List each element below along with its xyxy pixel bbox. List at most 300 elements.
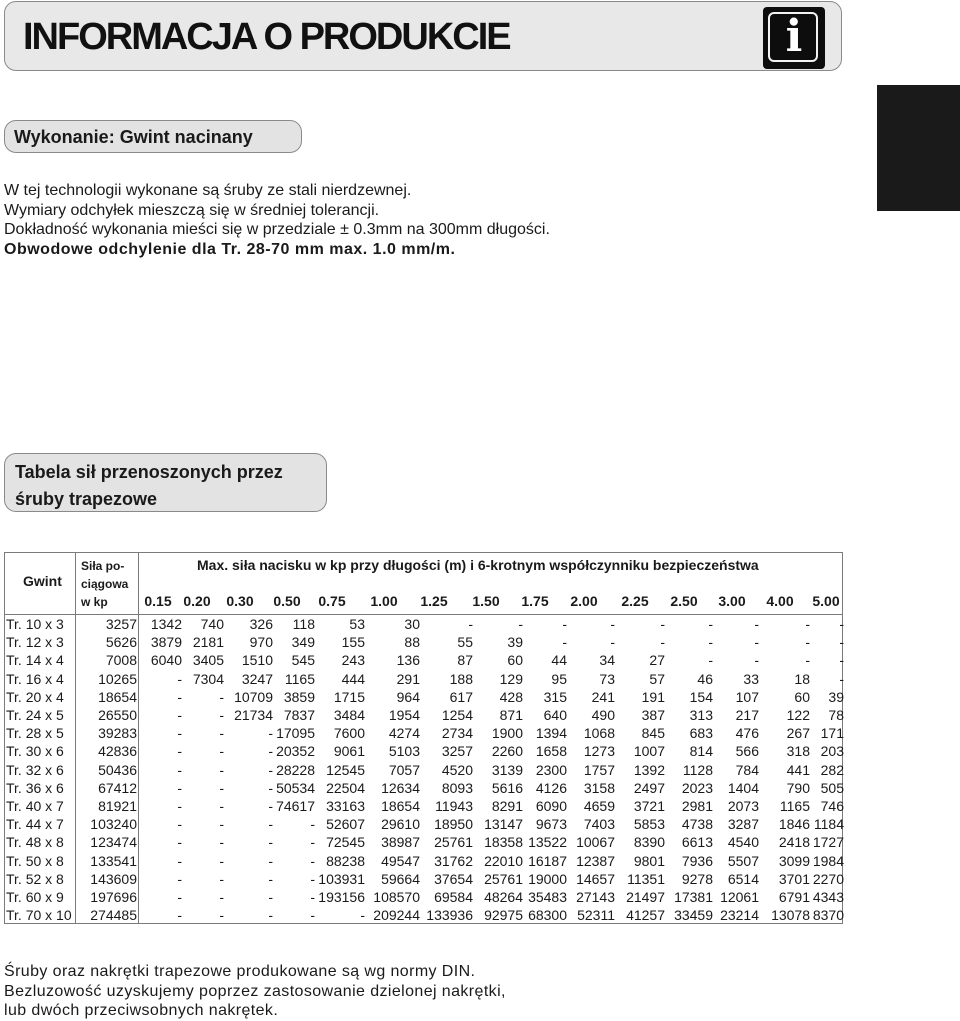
intro-text [4, 181, 550, 259]
max-force-value: - [219, 798, 224, 814]
tensile-force-value: 3257 [105, 616, 137, 632]
max-force-value: 10067 [576, 834, 615, 851]
max-force-value: 784 [735, 761, 759, 778]
max-force-value: 1392 [633, 761, 665, 778]
max-force-value: 7057 [388, 761, 420, 778]
tensile-force-value: 123474 [90, 834, 137, 851]
force-table [4, 552, 843, 924]
max-force-value: 35483 [528, 889, 567, 905]
max-force-value: 566 [735, 743, 759, 760]
max-force-value: - [562, 634, 567, 651]
max-force-value: 92975 [484, 907, 523, 924]
max-force-value: 88238 [326, 852, 365, 869]
max-force-value: 1510 [241, 652, 273, 669]
thread-size: Tr. 32 x 6 [6, 761, 64, 778]
table-row [5, 798, 842, 816]
max-force-value: 1007 [633, 743, 665, 760]
column-header-length: 0.15 [144, 593, 172, 609]
table-row [5, 634, 842, 652]
max-force-value: 203 [820, 743, 844, 760]
max-force-value: 3158 [583, 779, 615, 796]
max-force-value: 52607 [326, 816, 365, 833]
max-force-value: 6613 [681, 834, 713, 851]
table-row [5, 871, 842, 889]
section-heading-line: Tabela sił przenoszonych przez [15, 462, 283, 482]
max-force-value: 41257 [626, 907, 665, 924]
max-force-value: - [219, 761, 224, 778]
max-force-value: - [310, 907, 315, 924]
max-force-value: 5103 [388, 743, 420, 760]
max-force-value: - [177, 907, 182, 924]
max-force-value: - [268, 889, 273, 905]
column-header-length: 2.00 [570, 593, 598, 609]
max-force-value: - [754, 634, 759, 651]
table-row [5, 889, 842, 907]
max-force-value: 1342 [150, 616, 182, 632]
column-header-tensile-force [81, 557, 128, 611]
tensile-force-value: 5626 [105, 634, 137, 651]
table-row [5, 816, 842, 834]
max-force-value: 349 [291, 634, 315, 651]
max-force-value: - [268, 834, 273, 851]
max-force-value: 740 [200, 616, 224, 632]
max-force-value: - [468, 616, 473, 632]
max-force-value: 107 [735, 688, 759, 705]
max-force-value: 2270 [812, 870, 844, 887]
max-force-value: 78 [828, 707, 844, 723]
thread-size: Tr. 60 x 9 [6, 889, 64, 905]
max-force-value: - [268, 761, 273, 778]
tensile-force-value: 103240 [90, 816, 137, 833]
max-force-value: - [268, 907, 273, 924]
max-force-value: - [177, 779, 182, 796]
max-force-value: 7304 [192, 670, 224, 687]
max-force-value: - [268, 852, 273, 869]
side-tab-marker [877, 85, 960, 211]
max-force-value: 217 [735, 707, 759, 723]
max-force-value: 49547 [381, 852, 420, 869]
intro-line: W tej technologii wykonane są śruby ze stali nierdzewnej. [4, 182, 412, 199]
max-force-value: - [805, 616, 810, 632]
max-force-value: 2300 [535, 761, 567, 778]
intro-line: Wymiary odchyłek mieszczą się w średniej tolerancji. [4, 201, 380, 219]
max-force-value: 243 [341, 652, 365, 669]
max-force-value: 34 [599, 652, 615, 669]
column-header-length: 1.25 [420, 593, 448, 609]
max-force-value: - [708, 652, 713, 669]
footer-notes [4, 962, 506, 1021]
max-force-value: 241 [591, 688, 615, 705]
max-force-value: - [660, 616, 665, 632]
table-header-separator [5, 614, 842, 615]
max-force-value: 1254 [441, 707, 473, 723]
max-force-value: - [219, 725, 224, 742]
max-force-value: - [219, 889, 224, 905]
max-force-value: - [310, 834, 315, 851]
max-force-value: 1954 [388, 707, 420, 723]
max-force-value: 55 [457, 634, 473, 651]
max-force-value: 155 [341, 634, 365, 651]
thread-size: Tr. 28 x 5 [6, 725, 64, 742]
max-force-value: 193156 [318, 889, 365, 905]
tensile-force-value: 133541 [90, 852, 137, 869]
max-force-value: 970 [249, 634, 273, 651]
max-force-value: 1658 [535, 743, 567, 760]
max-force-value: 136 [396, 652, 420, 669]
max-force-value: - [360, 907, 365, 924]
max-force-value: 10709 [234, 688, 273, 705]
thread-size: Tr. 14 x 4 [6, 652, 64, 669]
max-force-value: - [219, 852, 224, 869]
max-force-value: 3287 [727, 816, 759, 833]
tensile-force-value: 39283 [98, 725, 137, 742]
max-force-value: 8370 [812, 907, 844, 924]
max-force-value: 7936 [681, 852, 713, 869]
max-force-value: 87 [457, 652, 473, 669]
column-header-length: 0.30 [226, 593, 254, 609]
max-force-value: 282 [820, 761, 844, 778]
max-force-value: 31762 [434, 852, 473, 869]
max-force-value: 60 [794, 688, 810, 705]
max-force-value: 52311 [577, 907, 615, 924]
max-force-value: 444 [341, 670, 365, 687]
max-force-value: 267 [786, 725, 810, 742]
max-force-value: 318 [786, 743, 810, 760]
max-force-value: - [177, 889, 182, 905]
max-force-value: 11351 [627, 870, 665, 887]
max-force-value: - [268, 779, 273, 796]
max-force-value: 845 [641, 725, 665, 742]
table-row [5, 834, 842, 852]
thread-size: Tr. 70 x 10 [6, 907, 72, 924]
max-force-value: 1068 [583, 725, 615, 742]
max-force-value: 1165 [284, 670, 315, 687]
max-force-value: 19000 [528, 870, 567, 887]
max-force-value: 48264 [484, 889, 523, 905]
footer-line: Śruby oraz nakrętki trapezowe produkowane są wg normy DIN. [4, 963, 476, 980]
max-force-value: 6040 [150, 652, 182, 669]
max-force-value: 4540 [727, 834, 759, 851]
thread-size: Tr. 20 x 4 [6, 688, 64, 705]
max-force-value: 13522 [528, 834, 567, 851]
max-force-value: 2073 [727, 798, 759, 814]
max-force-value: 2497 [633, 779, 665, 796]
max-force-value: 73 [599, 670, 615, 687]
tensile-force-value: 26550 [98, 707, 137, 723]
table-row [5, 762, 842, 780]
max-force-value: 108570 [373, 889, 420, 905]
column-header-length: 4.00 [766, 593, 794, 609]
max-force-value: 6791 [778, 889, 810, 905]
thread-size: Tr. 48 x 8 [6, 834, 64, 851]
thread-size: Tr. 30 x 6 [6, 743, 64, 760]
info-icon [763, 7, 825, 69]
max-force-value: 30 [404, 616, 420, 632]
max-force-value: 1394 [535, 725, 567, 742]
max-force-value: 4738 [681, 816, 713, 833]
max-force-value: 25761 [434, 834, 473, 851]
max-force-value: 3701 [778, 870, 810, 887]
table-row [5, 652, 842, 670]
table-row [5, 616, 842, 634]
max-force-value: 12387 [576, 852, 615, 869]
max-force-value: 188 [449, 670, 473, 687]
max-force-value: 9061 [333, 743, 365, 760]
column-header-length: 2.25 [621, 593, 649, 609]
max-force-value: 2418 [778, 834, 810, 851]
max-force-value: 59664 [381, 870, 420, 887]
max-force-value: 11943 [435, 798, 473, 814]
max-force-value: 154 [689, 688, 713, 705]
table-row [5, 671, 842, 689]
max-force-value: 3484 [333, 707, 365, 723]
max-force-value: - [268, 743, 273, 760]
column-header-length: 5.00 [812, 593, 840, 609]
max-force-value: - [177, 870, 182, 887]
max-force-value: 2734 [441, 725, 473, 742]
footer-line: lub dwóch przeciwsobnych nakrętek. [4, 1002, 279, 1019]
thread-size: Tr. 52 x 8 [6, 870, 64, 887]
max-force-value: 1184 [813, 816, 844, 833]
max-force-value: 3405 [192, 652, 224, 669]
max-force-value: 746 [820, 798, 844, 814]
max-force-value: - [219, 816, 224, 833]
max-force-value: 50534 [276, 779, 315, 796]
max-force-value: 27 [649, 652, 665, 669]
max-force-value: - [708, 634, 713, 651]
thread-size: Tr. 36 x 6 [6, 779, 64, 796]
max-force-value: - [177, 798, 182, 814]
max-force-value: 2260 [491, 743, 523, 760]
max-force-value: 3257 [441, 743, 473, 760]
max-force-value: - [268, 798, 273, 814]
thread-size: Tr. 12 x 3 [6, 634, 64, 651]
max-force-value: 640 [543, 707, 567, 723]
max-force-value: 1757 [583, 761, 615, 778]
max-force-value: 129 [499, 670, 523, 687]
table-row [5, 853, 842, 871]
section-heading-execution: Wykonanie: Gwint nacinany [4, 120, 302, 153]
tensile-force-value: 7008 [105, 652, 137, 669]
max-force-value: 6090 [535, 798, 567, 814]
max-force-value: 9278 [681, 870, 713, 887]
max-force-value: - [219, 907, 224, 924]
table-row [5, 689, 842, 707]
table-row [5, 743, 842, 761]
column-header-length: 1.75 [521, 593, 549, 609]
max-force-value: 21734 [234, 707, 273, 723]
max-force-value: 617 [449, 688, 473, 705]
tensile-force-value: 197696 [90, 889, 137, 905]
max-force-value: 4343 [812, 889, 844, 905]
max-force-value: 313 [689, 707, 713, 723]
max-force-value: 122 [786, 707, 810, 723]
max-force-value: 22504 [326, 779, 365, 796]
max-force-value: - [610, 634, 615, 651]
page-title: INFORMACJA O PRODUKCIE [23, 16, 510, 58]
max-force-value: 88 [404, 634, 420, 651]
max-force-value: 4126 [535, 779, 567, 796]
max-force-value: 5507 [727, 852, 759, 869]
tensile-force-value: 81921 [98, 798, 137, 814]
max-force-value: 8390 [633, 834, 665, 851]
info-icon-letter: i [785, 11, 803, 62]
max-force-value: 33 [743, 670, 759, 687]
max-force-value: 57 [649, 670, 665, 687]
max-force-value: 21497 [626, 889, 665, 905]
max-force-value: 3859 [283, 688, 315, 705]
max-force-value: 790 [786, 779, 810, 796]
max-force-value: 28228 [276, 761, 315, 778]
max-force-value: 9673 [535, 816, 567, 833]
max-force-value: 2181 [192, 634, 224, 651]
tensile-force-value: 67412 [98, 779, 137, 796]
max-force-value: 20352 [276, 743, 315, 760]
max-force-value: - [268, 816, 273, 833]
max-force-value: 2023 [681, 779, 713, 796]
max-force-value: 1128 [682, 761, 713, 778]
thread-size: Tr. 50 x 8 [6, 852, 64, 869]
max-force-value: 12634 [381, 779, 420, 796]
max-force-value: 39 [828, 688, 844, 705]
column-header-tensile-line: Siła po- [81, 559, 125, 573]
max-force-value: 4659 [583, 798, 615, 814]
max-force-value: 964 [396, 688, 420, 705]
max-force-value: 13147 [484, 816, 523, 833]
tensile-force-value: 50436 [98, 761, 137, 778]
thread-size: Tr. 24 x 5 [6, 707, 64, 723]
max-force-value: 23214 [720, 907, 759, 924]
column-header-length: 2.50 [670, 593, 698, 609]
max-force-value: 17381 [674, 889, 713, 905]
max-force-value: - [839, 634, 844, 651]
max-force-value: - [177, 743, 182, 760]
max-force-value: 387 [641, 707, 665, 723]
column-header-thread: Gwint [23, 573, 62, 589]
section-heading-force-table [4, 453, 327, 512]
max-force-value: - [177, 816, 182, 833]
max-force-value: 291 [396, 670, 420, 687]
tensile-force-value: 42836 [98, 743, 137, 760]
max-force-value: - [562, 616, 567, 632]
intro-line: Dokładność wykonania mieści się w przedziale ± 0.3mm na 300mm długości. [4, 221, 550, 238]
max-force-value: 18 [794, 670, 810, 687]
max-force-value: - [839, 670, 844, 687]
max-force-value: - [177, 688, 182, 705]
max-force-value: - [708, 616, 713, 632]
max-force-value: 7600 [333, 725, 365, 742]
max-force-value: 326 [249, 616, 273, 632]
max-force-value: - [805, 652, 810, 669]
thread-size: Tr. 40 x 7 [6, 798, 64, 814]
table-row [5, 780, 842, 798]
max-force-value: 22010 [484, 852, 523, 869]
max-force-value: 14657 [576, 870, 615, 887]
tensile-force-value: 274485 [90, 907, 137, 924]
max-force-value: - [219, 688, 224, 705]
max-force-value: - [518, 616, 523, 632]
tensile-force-value: 143609 [90, 870, 137, 887]
thread-size: Tr. 44 x 7 [6, 816, 64, 833]
thread-size: Tr. 10 x 3 [6, 616, 64, 632]
max-force-value: 6514 [727, 870, 759, 887]
max-force-value: 171 [820, 725, 844, 742]
max-force-value: 17095 [276, 725, 315, 742]
column-header-length: 0.50 [273, 593, 301, 609]
max-force-value: 1404 [727, 779, 759, 796]
max-force-value: 29610 [381, 816, 420, 833]
footer-line: Bezluzowość uzyskujemy poprzez zastosowanie dzielonej nakrętki, [4, 982, 506, 1000]
page-header [4, 1, 842, 71]
max-force-value: 12061 [720, 889, 759, 905]
max-force-value: 476 [735, 725, 759, 742]
max-force-value: - [660, 634, 665, 651]
max-force-value: 3099 [778, 852, 810, 869]
max-force-value: - [219, 834, 224, 851]
max-force-value: 25761 [484, 870, 523, 887]
max-force-value: - [219, 743, 224, 760]
max-force-value: 103931 [318, 870, 365, 887]
max-force-value: 428 [499, 688, 523, 705]
max-force-value: 60 [507, 652, 523, 669]
max-force-value: 871 [499, 707, 523, 723]
max-force-value: 72545 [326, 834, 365, 851]
column-header-length: 0.75 [318, 593, 346, 609]
max-force-value: 3247 [241, 670, 273, 687]
max-force-value: 18950 [434, 816, 473, 833]
max-force-value: 68300 [528, 907, 567, 924]
max-force-value: - [177, 707, 182, 723]
max-force-value: 1273 [583, 743, 615, 760]
max-force-value: 9801 [633, 852, 665, 869]
max-force-value: - [268, 870, 273, 887]
max-force-value: - [310, 889, 315, 905]
max-force-value: 74617 [276, 798, 315, 814]
max-force-value: 18358 [484, 834, 523, 851]
max-force-value: 118 [292, 616, 315, 632]
max-force-value: - [177, 852, 182, 869]
max-force-value: 7403 [583, 816, 615, 833]
max-force-value: 1846 [778, 816, 810, 833]
max-force-value: 8291 [491, 798, 523, 814]
max-force-value: 95 [551, 670, 567, 687]
max-force-value: 39 [507, 634, 523, 651]
max-force-value: - [754, 616, 759, 632]
max-force-value: - [805, 634, 810, 651]
max-force-value: - [268, 725, 273, 742]
max-force-value: - [219, 870, 224, 887]
max-force-value: 814 [689, 743, 713, 760]
max-force-value: 683 [689, 725, 713, 742]
max-force-value: - [177, 670, 182, 687]
max-force-value: - [177, 725, 182, 742]
max-force-value: - [177, 834, 182, 851]
table-row [5, 907, 842, 925]
column-header-max-compression: Max. siła nacisku w kp przy długości (m) i 6-krotnym współczynniku bezpieczeństwa [197, 557, 759, 573]
max-force-value: 1715 [333, 688, 365, 705]
max-force-value: 46 [697, 670, 713, 687]
max-force-value: 441 [786, 761, 810, 778]
intro-line: Obwodowe odchylenie dla Tr. 28-70 mm max. 1.0 mm/m. [4, 240, 456, 258]
max-force-value: 3721 [633, 798, 665, 814]
max-force-value: 315 [543, 688, 567, 705]
max-force-value: 18654 [381, 798, 420, 814]
max-force-value: - [839, 652, 844, 669]
max-force-value: 37654 [434, 870, 473, 887]
column-header-tensile-line: w kp [81, 595, 108, 609]
max-force-value: 1984 [812, 852, 844, 869]
column-header-length: 3.00 [718, 593, 746, 609]
